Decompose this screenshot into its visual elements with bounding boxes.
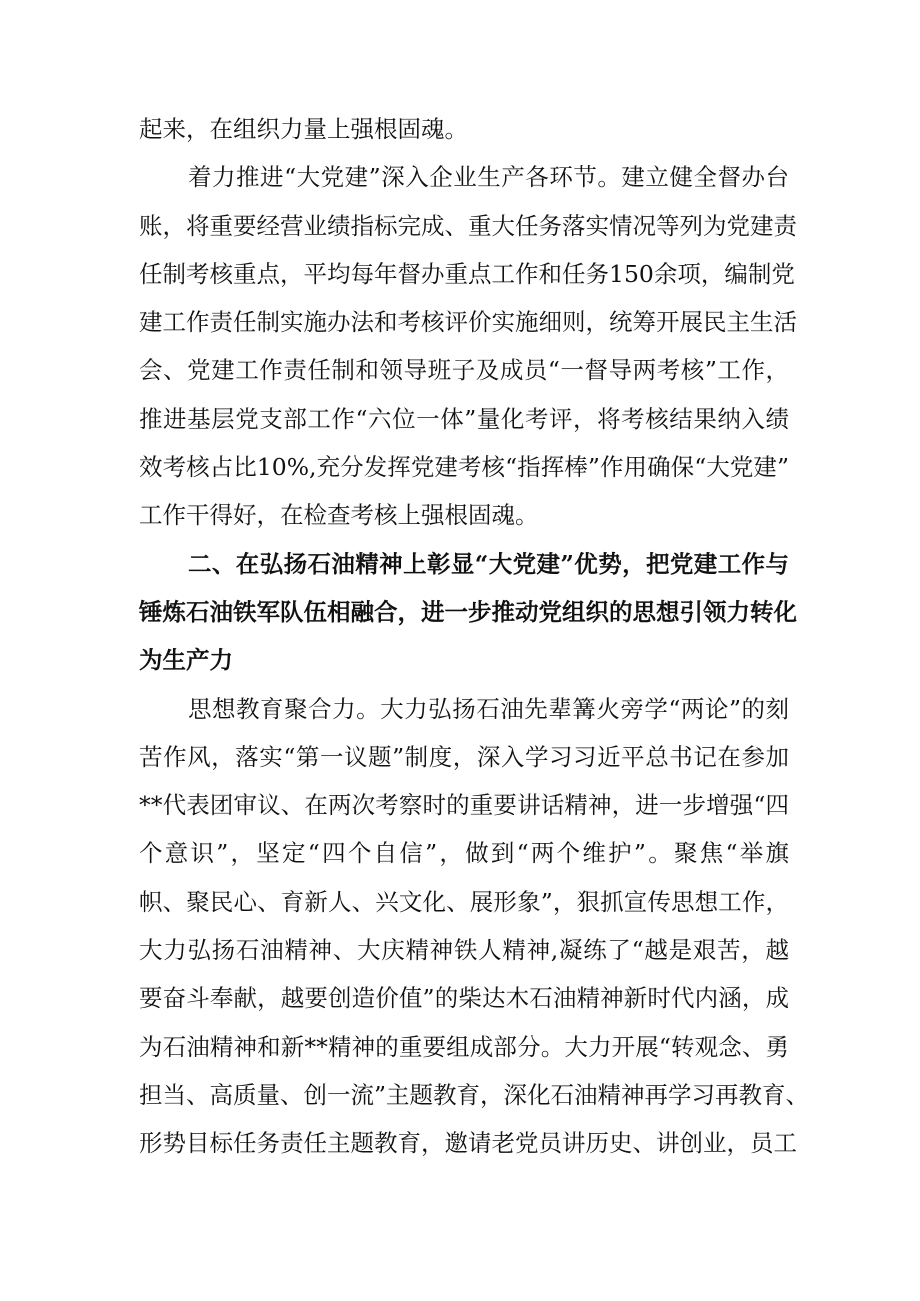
text-line: 建工作责任制实施办法和考核评价实施细则，统筹开展民主生活 <box>139 308 797 337</box>
text-line: 形势目标任务责任主题教育，邀请老党员讲历史、讲创业，员工 <box>139 1129 797 1158</box>
text-line: 帜、聚民心、育新人、兴文化、展形象”，狠抓宣传思想工作， <box>139 887 789 916</box>
heading-line: 二、在弘扬石油精神上彰显“大党建”优势，把党建工作与 <box>188 549 789 578</box>
text-line: 起来，在组织力量上强根固魂。 <box>139 115 468 143</box>
heading-line: 为生产力 <box>139 646 233 675</box>
document-body <box>139 105 810 1168</box>
paragraph-3 <box>139 685 810 1168</box>
text-line: 大力弘扬石油精神、大庆精神铁人精神,凝练了“越是艰苦，越 <box>139 936 789 965</box>
text-line: 会、党建工作责任制和领导班子及成员“一督导两考核”工作， <box>139 356 789 385</box>
section-heading <box>139 540 797 685</box>
text-line: 担当、高质量、创一流”主题教育，深化石油精神再学习再教育、 <box>139 1080 810 1109</box>
heading-line: 锤炼石油铁军队伍相融合，进一步推动党组织的思想引领力转化 <box>139 597 797 626</box>
text-line: 思想教育聚合力。大力弘扬石油先辈篝火旁学“两论”的刻 <box>188 694 789 723</box>
text-line: 要奋斗奉献，越要创造价值”的柴达木石油精神新时代内涵，成 <box>139 984 789 1013</box>
text-line: **代表团审议、在两次考察时的重要讲话精神，进一步增强“四 <box>139 791 789 820</box>
text-line: 工作干得好，在检查考核上强根固魂。 <box>139 501 539 530</box>
text-line: 苦作风，落实“第一议题”制度，深入学习习近平总书记在参加 <box>139 742 789 771</box>
text-line: 推进基层党支部工作“六位一体”量化考评，将考核结果纳入绩 <box>139 404 789 433</box>
text-line: 任制考核重点，平均每年督办重点工作和任务150余项，编制党 <box>139 259 795 288</box>
text-line: 着力推进“大党建”深入企业生产各环节。建立健全督办台 <box>188 163 789 192</box>
text-line: 效考核占比10%,充分发挥党建考核“指挥棒”作用确保“大党建” <box>139 453 789 482</box>
paragraph-2 <box>139 153 797 539</box>
text-line: 账，将重要经营业绩指标完成、重大任务落实情况等列为党建责 <box>139 211 797 240</box>
text-line: 为石油精神和新**精神的重要组成部分。大力开展“转观念、勇 <box>139 1032 789 1061</box>
text-line: 个意识”，坚定“四个自信”，做到“两个维护”。聚焦“举旗 <box>139 839 789 868</box>
paragraph-1 <box>139 105 789 153</box>
